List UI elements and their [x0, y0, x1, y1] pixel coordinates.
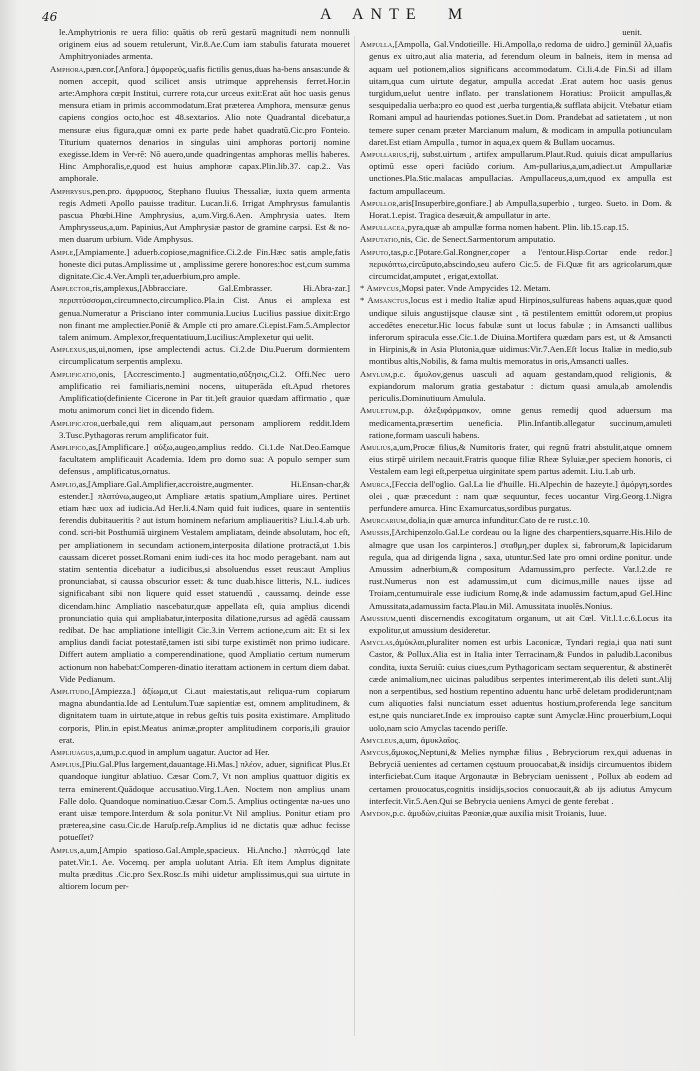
entry-text: Mopsi pater. Vnde Ampycides 12. Metam. [401, 283, 551, 294]
entry-text: nis, Cic. de Senect.Sarmentorum amputatio. [400, 234, 556, 245]
entry-text: [Feccia dell'oglio. Gal.La lie d'huille. Hi.Alpechin de hazeyte.] ἀμόργη,sordes olei , quæ præcedunt : nam quæ sequuntur, feces uocantur Virg.Georg.1.Nigra perfundere amurca. Hinc Examurcatus,sordibus purgatus. [369, 478, 672, 513]
entry-text: uenti discernendis excogitatum organum, ut ait Cœl. Vit.l.1.c.6.Locus ita expolitur,ut amussium desideretur. [369, 612, 672, 635]
dictionary-entry [50, 26, 350, 63]
entry-text: ἀμύκλαι,pluraliter nomen est urbis Laconicæ, Tyndari regia,i qua nati sunt Castor, & Pollux.Alia est in Italia inter Terracinam,& Fundos in paludib.Laconibus condita, iuxta Seruiū: cuius ciues,cum Pythagoricam sectam sequerentur, & abstinerēt cæde animalium,nec uicinas paludibus serpentes interimerent,ab ilis deleti sunt.Alij non a serpentibus, sed hostium repentino aduentu hanc urbē deletam prodiderunt;nam cum aliquoties falsi nunciatum esset aduentus hostium,proferenda lege sancitum est,ne quis nunciaret.Inde ex improuiso captæ sunt Amyclæ.Hinc prouerbium,Loqui uolo,nam scio Amyclas tacendo periſſe. [369, 637, 672, 733]
entry-headword: Amurcarium, [360, 515, 409, 526]
entry-headword: Ample, [50, 246, 76, 257]
entry-text: ris,amplexus,[Abbracciare. Gal.Embrasser. Hi.Abra-zar.] περιπτύσσομαι,circumnecto,circumplico.Pla.in Cist. Anus ei amplexa est genua.Numeratur a Prisciano inter communia.Lucius Lucilius passiue dixit:Ergo non finant me amplectier.Poniē & Ample cti pro amare.Ci.epist.Fam.5.Amplector talem animum. Amplexor,frequentatiuum,Lucilius:Amplexetur qui uelit. [59, 283, 350, 343]
entry-text: [Piu.Gal.Plus largement,dauantage.Hi.Mas.] πλέον, aduer, significat Plus.Et quandoque iungitur ablatiuo. Cæsar Com.7, Vt non amplius quattuor digitis ex terra eminerent.Quādoque accusatiuo.Virg.1.Aen. Noctem non amplius unam Falle dolo. Quandoque nominatiuo.Cæsar Com.5. Amplius octingentæ na-ues uno erant uisæ tempore.Interdum & sola ponitur.Vt Nil amplius. Ponitur etiam pro præterea,sine casu.Cic.de Haruſp.reſp.Amplius id ne dictatis quæ adhuc fecisse potueſſet? [59, 759, 350, 843]
entry-text: p.c. ἀμυδὼν,ciuitas Pæoniæ,quæ auxilia misit Troianis, Iuue. [392, 808, 607, 818]
entry-headword: Amuletum, [360, 405, 401, 416]
entry-headword: Amussium, [360, 612, 399, 623]
running-head-title: ANTE [352, 6, 423, 23]
entry-text: tas,p.c.[Potare.Gal.Rongner,coper a l'entour.Hisp.Cortar ende redor.] περικόπτω,circūputo,abscindo,seu aufero Cic.5. de Fi.Quæ fit ars agricolarum,quæ circumcidat,amputet , erigat,extollat. [369, 246, 672, 282]
dictionary-entry [50, 185, 350, 246]
dictionary-entry [50, 63, 350, 185]
dictionary-entry [50, 368, 350, 417]
entry-text: a,um,[Ampio spatioso.Gal.Ample,spacieux. Hi.Ancho.] πλατύς,qd late patet.Vir.1. Ae. Vocemq. per ampla uolutant Atria. Eſt item Amplus dignitate multa præditus .Cic.pro Sex.Rosc.Is mihi uidetur amplissimus,qui sua uirtute in altiorem locum per- [59, 844, 350, 892]
page-number: 46 [42, 10, 58, 24]
entry-text: as,[Ampliare.Gal.Amplifier,accroistre,augmenter. Hi.Ensan-char,& estender.] πλατύνω,augeo,ut Ampliare ætatis spatium,Ampliare uires. Pertinet etiam hæc uox ad iudicia.Ad Her.li.4.Nam quid fuit iudices, quare in sententiis ferendis dubitaueritis ? aut istum hominem nefarium ampliaueritis? Liu.l.4.ab urb. cond. scri-bit Posthumiā uirginem Vestalem ampliatam, deinde absolutam, hoc eſt, per ampliationem in secundam actionem,interposita dilatione protractā,ut 1.bis caussam diceret posset.Romani enim iudi-ces ita hoc modo peragebant. nam aut statim sententia dicebatur a iudicibus,si absoluendus esset reus:aut Amplius pronunciabat, si caussa obscurior esset: & tunc duab.hisce litteris, N.L. iudices significabant sibi non liquere quid esset statuendū , caussamq. deinde esse dicendam.hinc Ampliatio nascebatur,quæ appellata eſt, quia amplius dicendi pronunciatio quia qui ampliabatur,interposita dilatione,rursus ad agēdā caussam redibat. De hac ampliatione intelligit Cic.3.in Verrem actione,cum ait: Et si lex amplius dandi faciat potestatē,tamen isti sibi turpe existimēt non primo iudicare. Differt autem ampliatio a comperendinatione, quod Ampliatio certum numerum actionum non habebat:Comperen-dinatio iterattam actionem in certum diem dabat. Vide Pedianum. [59, 478, 350, 684]
entry-headword: Ampliuagus, [50, 746, 96, 757]
entry-headword: Amplitudo, [50, 685, 92, 696]
entry-text: uenit. [622, 27, 642, 37]
entry-headword: Amulius, [360, 441, 394, 452]
entry-text: uerbale,qui rem aliquam,aut personam ampliorem reddit.Idem 3.Tusc.Pythagoras rerum amplificator fuit. [59, 417, 350, 440]
entry-text: pyra,quæ ab ampullæ forma nomen habent. Plin. lib.15.cap.15. [407, 222, 629, 233]
entry-headword: Ampulla, [360, 39, 395, 50]
dictionary-entry [360, 441, 672, 478]
entry-headword: Ampullor, [360, 197, 400, 208]
entry-text: [Archipenzolo.Gal.Le cordeau ou la ligne des charpentiers,squarre.His.Hilo de almagre que usan los carpinteros.] σταθμη,per duplex si, fabrorum,& lapicidarum regula, qua ad dirigenda ligna , saxa, utuntur.Sed late pro omni ordine ponitur. unde Amussim adnerbium,& compositum Adamussim,pro perfecte. Var.l.2.de re rust.Numerus non est adamussim,ut cum dicimus,mille naues ijsse ad Troiam,centumuirale esse iudicium Romę,& inde adamussim factum,apud Gel.Hinc Amussitata,adamussim facta.Plau.in Mil. Amussitata inuolēs.Nonius. [369, 527, 672, 611]
dictionary-entry [50, 758, 350, 843]
entry-headword: Amylum, [360, 368, 393, 379]
entry-headword: Amputo, [360, 246, 391, 257]
dictionary-entry [360, 282, 672, 294]
right-column [360, 26, 672, 1066]
entry-text: locus est i medio Italiæ apud Hirpinos,sulfureas habens aquas,quæ quod undique siluis angustijsque clausæ sint , tā pestilentem emittūt odorem,ut propius accedētes enecetur.Hic locus fabulæ sunt ut locus fabulæ ; in Amsancti uallibus inferorum spiracula esse.Cic.1.de Diuina.Mortifera quædam pars est, ut & Amsancti in Hirpinis,& in Asia Plutonia,quæ uidimus:Vir.7.Aen.Eſt locus Italiæ in medio,sub montibus altis,Nobilis, & fama multis memoratus in oris,Amsancti ualles. [369, 295, 672, 367]
dictionary-entry [360, 148, 672, 197]
entry-headword: Amphrysus, [50, 185, 93, 196]
entry-headword: Amussis, [360, 527, 392, 538]
entry-text: p.p. ἀλεξιφάρμακον, omne genus remedij quod aduersum ma medicamenta,præsertim ueneficia. Plin.Infantib.allegatur succinum,amuleti ratione,formam uasculi habens. [369, 405, 672, 440]
dictionary-entry [50, 441, 350, 478]
dictionary-entry [360, 294, 672, 367]
entry-text: ἄμυκος,Neptuni,& Melies nymphæ filius , Bebryciorum rex,qui aduenas in Bebryciā uenientes ad certamen cęstuum prouocabat,& insidijs circumuentos ibidem interficiebat.Cum itaque Argonautæ in Bebryciam uenissent , Pollux ab eodem ad certamen prouocatus,cognitis insidijs,socios conuocauit,& ab ijs adiutus Amycum interfecit.Vir.5.Aen.Qui se Bebrycia ueniens Amyci de gente ferebat . [369, 746, 672, 806]
entry-headword: Amplifico, [50, 441, 89, 452]
entry-headword: Amplio, [50, 478, 79, 489]
entry-headword: Amputatio, [360, 234, 401, 245]
entry-text: pæn.cor.[Anfora.] ἀμφορεύς,uafis fictilis genus,duas ha-bens ansas:unde & nomen accepit, quod scilicet ansis utrimque apprehensis ferret.Hor.in arte:Amphora cœpit Institui, currere rota,cur urceus exit:Erat aūt hoc uasis genus mensura etiam in primis accommodatum.Erat præterea Amphora, mensuræ genus capiens congios octo,hoc est 48.sextarios. Alio note Quadrantal dicebatur,a mensuræ eius figura,quæ omni ex parte pede habet quadratū.Cic.pro Fonteio. Titurium quaternos denarios in singulas uini amphoras portorij nomine exegisse.Idem in Ver-rē: Nō auero,unde quadringentas amphoras mellis haberes. Hinc Amphoralis,e,quod est huius amphoræ capax.Plin.lib.37. cap.2.. Vas amphorale. [59, 63, 350, 184]
entry-headword: Ampullarius, [360, 149, 410, 160]
entry-text: a,um,p.c.quod in amplum uagatur. Auctor ad Her. [95, 746, 270, 757]
entry-text: us,ui,nomen, ipse amplectendi actus. Ci.2.de Diu.Puerum dormientem circumplicatum serpentis amplexu. [59, 344, 350, 367]
running-head-letter: A [320, 6, 338, 23]
dictionary-entry [360, 636, 672, 734]
entry-text: rij, subst.uirtum , artifex ampullarum.Plaut.Rud. quiuis dicat ampullarius optimū esse operi faciūdo corium. Am-pullarius,a,um,adiect.ut Ampullariæ unctiones.Pla.Stic.malacas ampullacias. Ampullaceus,a,um,quod ex ampulla est factum ampullaceum. [369, 149, 672, 196]
dictionary-entry [360, 526, 672, 611]
entry-text: as,[Amplificare.] αὐξω,augeo,amplius reddo. Ci.1.de Nat.Deo.Eamque facultatem amplificauit Academia. Idem pro domo sua: A populo semper sum defensus , amplificatus,ornatus. [59, 441, 350, 477]
entry-headword: Amyclas, [360, 637, 396, 648]
dictionary-entry [360, 197, 672, 221]
running-head-end: M [448, 6, 463, 23]
entry-headword: Amydon, [360, 808, 393, 818]
entry-text: le.Amphytrionis re uera filio: quātis ob rerū gestarū magnitudi nem nonnulli originem eius ad souem retulerunt, Vir.8.Ae.Cum iam stabulis faturata moueret Amphitryoniades armenta. [59, 27, 350, 62]
entry-text: dolia,in quæ amurca infunditur.Cato de re rust.c.10. [408, 515, 590, 526]
entry-headword: Amycleus, [360, 734, 400, 745]
dictionary-entry [50, 844, 350, 893]
entry-headword: Amplus, [50, 844, 80, 855]
entry-text: aris[Insuperbire,gonfiare.] ab Ampulla,superbio , turgeo. Sueto. in Dom. & Horat.1.epist. Tragica desæuit,& ampullatur in arte. [369, 197, 672, 221]
entry-text: a,um, ἀμυκλαῖος. [399, 734, 461, 745]
entry-text: p.c. ἄμυλον,genus uasculi ad aquam gestandam,quod religionis, & expiandorum malorum gratia gestabatur : dictum quasi amula,ab amolendis periculis.Dominutiuum Amulula. [369, 368, 672, 404]
dictionary-entry [360, 404, 672, 441]
entry-text: [Ampolla, Gal.Vndotieille. Hi.Ampolla,o redoma de uidro.] geminūl λλ,uafis genus ex uitro,aut alia materia, ad ferendum oleum in balneis, item in mensa ad aquam uel potionem,alios significans accommodatum. Ci.li.4.de Fin.Si ad illam uitam,qua cum uirtute degatur, ampulla accedat .Erat autem hoc uasis genus turgidum,uelut uentre inflato. per translationem Horatius: Proiicit ampullas,& sesquipedalia uerba:pro eo quod est ,uerba turgentia,& sufflata abijcit. Vtebatur etiam Romani ampul ad hauriendas potiones.Suet.in Dom. Prandebat ad satietatem , ut non temere super cenam præter Marcianum malum, & modicam in ampulla potiunculam daret.Est etiam Ampulla , tumor in aqua,ex quem & Bullam uocamus. [369, 39, 672, 147]
dictionary-entry [50, 343, 350, 367]
entry-headword: Ampullacea, [360, 222, 408, 233]
entry-headword: Amycus, [360, 746, 392, 757]
entry-headword: * Amsanctus, [360, 295, 411, 306]
dictionary-entry [360, 612, 672, 636]
left-column [50, 26, 350, 1066]
dictionary-entry [50, 417, 350, 441]
dictionary-entry [360, 746, 672, 807]
entry-text: a,um,Procæ filius,& Numitoris frater, qui regnū fratri abstulit,atque omnem eius stirpē uirilem necauit.Fratris quoque filiæ Rheæ Syluiæ,per speciem honoris, ci Vestalem eam legi eſt,perpetua uirginitate spem partus ademit. Liu.1.ab urb. [369, 441, 672, 477]
entry-headword: Amplius, [50, 759, 83, 770]
entry-headword: Amplexus, [50, 344, 89, 355]
dictionary-entry [50, 478, 350, 685]
entry-headword: Amplificator, [50, 417, 101, 428]
entry-text: pen.pro. ἀμφρυσος, Stephano fluuius Thessaliæ, iuxta quem armenta regis Admeti Apollo pauisse traditur. Lucan.li.6. Irrigat Amphrysus famulantis pascua Phœbi.Hine Amphrysius, a,um.Virg.6.Aen. Amphrysia uates. Item Amphrysseus,a,um. Papinius,Aut Amphrysiæ pastor de gramine carpsi. Est & no-men duarum urbium. Vide Amphysus. [59, 185, 350, 245]
dictionary-entry [360, 734, 672, 746]
entry-text: [Ampiamente.] aduerb.copiose,magnifice.Ci.2.de Fin.Hæc satis ample,fatis honeste dici putas.Amplissime ut , amplissime gerere honores:hoc est,cum summa dignitate.Cic.4.Ver.Ampli ter,aduerbium,pro ample. [59, 246, 350, 282]
dictionary-entry [50, 685, 350, 746]
running-head [0, 6, 700, 28]
entry-headword: Amplector, [50, 283, 93, 294]
entry-headword: Amphora, [50, 63, 86, 74]
entry-headword: * Ampycus, [360, 283, 402, 294]
entry-headword: Amplificatio, [50, 368, 99, 379]
dictionary-entry [360, 246, 672, 283]
dictionary-entry [360, 233, 672, 245]
dictionary-entry [360, 26, 672, 38]
dictionary-entry [360, 478, 672, 515]
dictionary-entry [360, 807, 672, 819]
dictionary-entry [50, 282, 350, 343]
column-divider [354, 36, 355, 1036]
dictionary-entry [360, 38, 672, 148]
dictionary-entry [50, 746, 350, 758]
entry-text: onis, [Accrescimento.] augmentatio,αὔξησις,Ci.2. Offi.Nec uero amplificatio rei familiaris,nemini nocens, uituperāda eſt.Apud rhetores Amplificatio(definiente Cicerone in Par tit.)eſt grauior quædam affirmatio , quæ motu animorum conci liet in dicendo fidem. [59, 368, 350, 416]
dictionary-entry [50, 246, 350, 283]
dictionary-entry [360, 221, 672, 233]
entry-text: [Ampiezza.] ἀξίωμα,ut Ci.aut maiestatis,aut reliqua-rum copiarum magna abundantia.Ide ad Lentulum.Tuæ sapientiæ est, omnem amplitudinem, & dignitatem tuam in uirtute,atque in rebus geſtis tuis posita existimare. Amplitudo corporis, Plin.in epist.Meatus animæ,propter amplitudinem corporis,ili grauior erat. [59, 685, 350, 745]
dictionary-entry [360, 368, 672, 405]
dictionary-entry [360, 514, 672, 526]
entry-headword: Amurca, [360, 478, 392, 489]
